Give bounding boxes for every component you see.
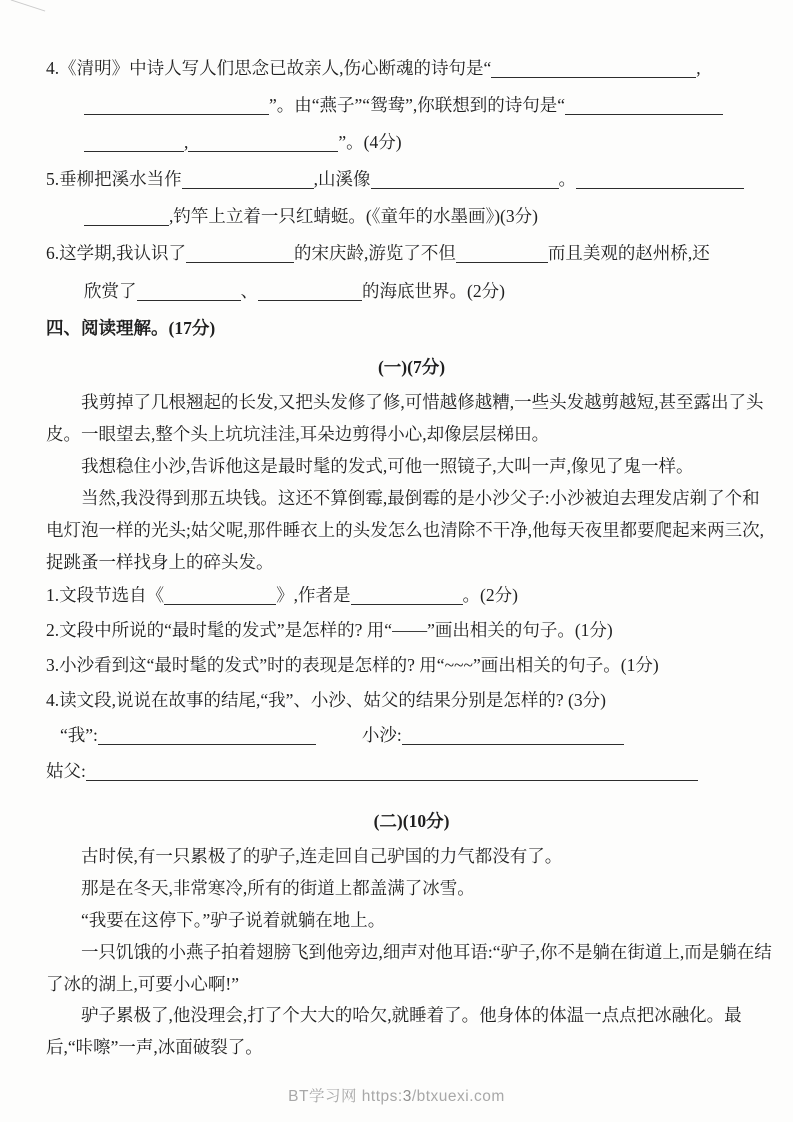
fill-in-blank — [137, 282, 241, 301]
fill-in-blank — [371, 171, 559, 190]
fill-in-blank — [182, 171, 314, 190]
reading-1-question-2: 2.文段中所说的“最时髦的发式”是怎样的? 用“——”画出相关的句子。(1分) — [46, 620, 613, 641]
reading-2-passage — [46, 841, 777, 1064]
passage-paragraph: “我要在这停下。”驴子说着就躺在地上。 — [81, 909, 386, 930]
question-text: 欣赏了 — [84, 280, 137, 301]
question-6 — [46, 235, 777, 309]
passage-paragraph: 当然,我没得到那五块钱。这还不算倒霉,最倒霉的是小沙父子:小沙被迫去理发店剃了个和电灯泡一样的光头;姑父呢,那件睡衣上的头发怎么也清除不干净,他每天夜里都要爬起来两三次,捉跳蚤一样找身上的碎头发。 — [46, 487, 764, 572]
question-5 — [46, 161, 777, 235]
reading-1-question-3: 3.小沙看到这“最时髦的发式”时的表现是怎样的? 用“~~~”画出相关的句子。(1分) — [46, 655, 659, 676]
passage-paragraph: 一只饥饿的小燕子拍着翅膀飞到他旁边,细声对他耳语:“驴子,你不是躺在街道上,而是躺在结了冰的湖上,可要小心啊!” — [46, 941, 772, 994]
fill-in-blank — [188, 134, 338, 153]
question-text: 而且美观的赵州桥,还 — [547, 243, 710, 264]
question-text: 5.垂柳把溪水当作 — [46, 169, 182, 190]
question-text: , — [184, 132, 189, 153]
question-text: 1.文段节选自《 — [46, 585, 165, 606]
fill-in-blank — [576, 171, 744, 190]
passage-paragraph: 我想稳住小沙,告诉他这是最时髦的发式,可他一照镜子,大叫一声,像见了鬼一样。 — [81, 456, 694, 477]
fill-in-blank — [84, 134, 184, 153]
answer-label-xiaosha: 小沙: — [361, 725, 402, 746]
passage-paragraph: 那是在冬天,非常寒冷,所有的街道上都盖满了冰雪。 — [81, 878, 475, 899]
fill-in-blank — [565, 97, 723, 116]
section-4-title: 四、阅读理解。(17分) — [46, 317, 216, 338]
passage-paragraph: 驴子累极了,他没理会,打了个大大的哈欠,就睡着了。他身体的体温一点点把冰融化。最后,“咔嚓”一声,冰面破裂了。 — [46, 1005, 742, 1058]
question-4-line-2 — [84, 87, 777, 124]
question-text: ,山溪像 — [313, 169, 371, 190]
fill-in-blank — [351, 587, 463, 606]
answer-label-gufu: 姑父: — [46, 761, 86, 782]
fill-in-blank — [258, 282, 362, 301]
page-number: 3 — [402, 1088, 412, 1105]
question-text: 的海底世界。(2分) — [362, 280, 505, 301]
question-5-line-1 — [46, 161, 777, 198]
question-text: 》,作者是 — [276, 585, 351, 606]
fill-in-blank — [456, 245, 548, 264]
fill-in-blank — [84, 208, 169, 227]
question-text: 的宋庆龄,游览了不但 — [294, 243, 456, 264]
question-5-line-2 — [84, 198, 777, 235]
reading-1-question-1 — [46, 578, 777, 613]
question-text: 4.《清明》中诗人写人们思念已故亲人,伤心断魂的诗句是“ — [46, 58, 492, 78]
question-4-line-1 — [46, 50, 777, 87]
reading-2-header: (二)(10分) — [373, 811, 450, 832]
reading-1-question-4: 4.读文段,说说在故事的结尾,“我”、小沙、姑父的结果分别是怎样的? (3分) — [46, 690, 606, 711]
question-4-line-3 — [84, 124, 777, 161]
passage-paragraph: 古时侯,有一只累极了的驴子,连走回自己驴国的力气都没有了。 — [81, 846, 563, 867]
question-4 — [46, 50, 777, 161]
question-6-line-1 — [46, 235, 777, 272]
footer-watermark-right: /btxuexi.com — [411, 1088, 505, 1105]
passage-paragraph: 我剪掉了几根翘起的长发,又把头发修了修,可惜越修越糟,一些头发越剪越短,甚至露出了头皮。一眼望去,整个头上坑坑洼洼,耳朵边剪得小心,却像层层梯田。 — [46, 392, 764, 445]
reading-1-header: (一)(7分) — [377, 357, 446, 378]
question-6-line-2 — [84, 273, 777, 310]
fill-in-blank — [491, 60, 696, 79]
fill-in-blank — [86, 763, 698, 782]
question-text: , — [696, 58, 701, 78]
question-text: ,钓竿上立着一只红蜻蜓。(《童年的水墨画》)(3分) — [169, 206, 538, 227]
fill-in-blank — [164, 587, 276, 606]
reading-1-answer-line-2 — [46, 754, 777, 790]
fill-in-blank — [98, 727, 316, 746]
footer-watermark-left: BT学习网 https: — [288, 1088, 403, 1105]
page-footer — [0, 1084, 793, 1106]
fill-in-blank — [84, 97, 269, 116]
reading-1-answer-line-1 — [60, 718, 777, 754]
question-text: 。 — [558, 169, 576, 190]
question-text: ”。由“燕子”“鸳鸯”,你联想到的诗句是“ — [269, 95, 565, 116]
fill-in-blank — [402, 727, 624, 746]
question-text: 、 — [240, 280, 258, 301]
question-text: 。(2分) — [462, 585, 518, 606]
fill-in-blank — [186, 245, 294, 264]
answer-label-me: “我”: — [60, 725, 98, 746]
question-text: ”。(4分) — [338, 132, 402, 153]
question-text: 6.这学期,我认识了 — [46, 243, 186, 264]
reading-1-passage — [46, 387, 777, 578]
